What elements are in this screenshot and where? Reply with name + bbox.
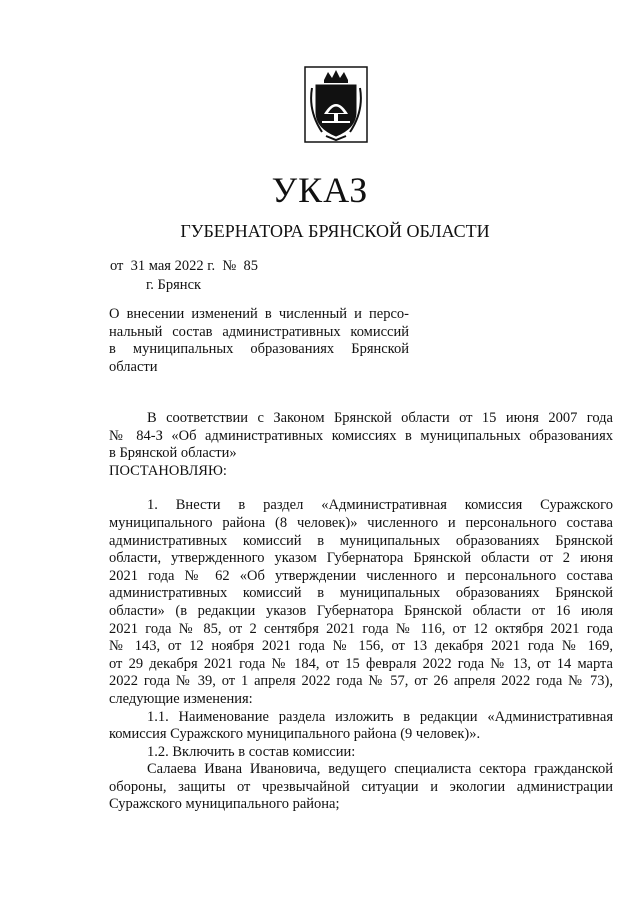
person-line: обороны, защиты от чрезвычайной ситуации и экологии администрации	[109, 778, 613, 795]
item-1-line: административных комиссий в муниципальных образованиях Брянской	[109, 532, 613, 549]
coat-of-arms-emblem-icon	[304, 66, 368, 143]
item-1-line: от 29 декабря 2021 года № 184, от 15 февраля 2022 года № 13, от 14 марта	[109, 655, 613, 672]
item-1-line: следующие изменения:	[109, 690, 253, 707]
item-1-line: области» (в редакции указов Губернатора Брянской области от 16 июля	[109, 602, 613, 619]
preamble-line: В соответствии с Законом Брянской области от 15 июня 2007 года	[147, 410, 613, 426]
subject-line: в муниципальных образованиях Брянской	[109, 341, 409, 357]
item-1-2-line: 1.2. Включить в состав комиссии:	[147, 743, 356, 760]
item-1-1-line: 1.1. Наименование раздела изложить в редакции «Административная	[147, 708, 613, 725]
resolve-heading: ПОСТАНОВЛЯЮ:	[109, 462, 227, 479]
person-line: Суражского муниципального района;	[109, 796, 340, 813]
item-1-line: административных комиссий в муниципальных образованиях Брянской	[109, 585, 613, 602]
item-1-line: муниципального района (8 человек)» численного и персонального состава	[109, 514, 613, 531]
person-line: Салаева Ивана Ивановича, ведущего специалиста сектора гражданской	[147, 761, 613, 778]
item-1-line: № 143, от 12 ноября 2021 года № 156, от 13 декабря 2021 года № 169,	[109, 638, 613, 655]
item-1-line: 2021 года № 62 «Об утверждении численного и персонального состава	[109, 567, 613, 584]
city: г. Брянск	[146, 277, 202, 293]
decree-body	[109, 410, 613, 814]
item-1-line: 1. Внести в раздел «Административная комиссия Суражского	[147, 497, 613, 514]
subject-line: нальный состав административных комиссий	[109, 323, 409, 340]
item-1-line: 2021 года № 85, от 2 сентября 2021 года № 116, от 12 октября 2021 года	[109, 620, 613, 637]
item-1-1-line: комиссия Суражского муниципального района (9 человек)».	[109, 726, 481, 743]
decree-subject	[109, 306, 409, 376]
item-1-line: области, утвержденного указом Губернатора Брянской области от 2 июня	[109, 550, 613, 567]
item-1-line: 2022 года № 39, от 1 апреля 2022 года № 57, от 26 апреля 2022 года № 73),	[109, 673, 613, 690]
document-title: УКАЗ	[271, 170, 369, 210]
preamble-line: в Брянской области»	[109, 445, 237, 462]
subject-line: О внесении изменений в численный и персо-	[109, 306, 409, 322]
preamble-line: № 84-З «Об административных комиссиях в муниципальных образованиях	[109, 427, 613, 444]
date-and-number: от 31 мая 2022 г. № 85	[110, 258, 258, 274]
document-subtitle: ГУБЕРНАТОРА БРЯНСКОЙ ОБЛАСТИ	[180, 221, 490, 241]
subject-line: области	[109, 358, 158, 375]
